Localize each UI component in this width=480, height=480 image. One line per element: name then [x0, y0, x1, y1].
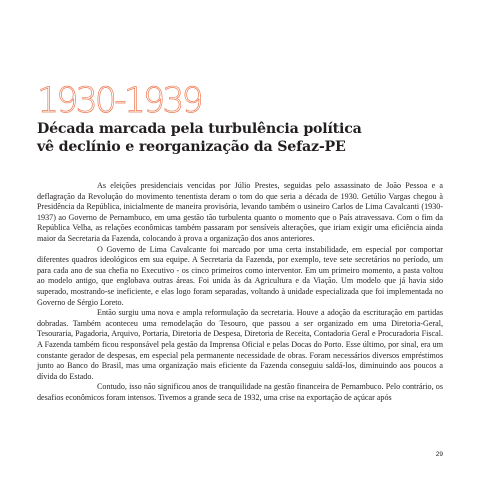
decade-heading: 1930-1939 — [37, 81, 201, 121]
paragraph-1: As eleições presidenciais vencidas por Júlio Prestes, seguidas pelo assassinato de João Pessoa e a deflagração da Revolução do movimento tenentista deram o tom do que seria a década de 1930. Getúlio Vargas chegou à Presidência da República, inicialmente de maneira provisória, levando também o usineiro Carlos de Lima Cavalcanti (1930-1937) ao Governo de Pernambuco, em uma gestão tão turbulenta quanto o momento que o País atravessava. Com o fim da República Velha, as relações econômicas também passaram por sensíveis alterações, que iriam exigir uma eficiência ainda maior da Secretaria da Fazenda, colocando à prova a organização dos anos anteriores. — [37, 181, 443, 243]
chapter-title-line-1: Década marcada pela turbulência política — [37, 121, 362, 137]
body-text — [37, 181, 443, 403]
chapter-title — [37, 120, 457, 156]
paragraph-4: Contudo, isso não significou anos de tranquilidade na gestão financeira de Pernambuco. Pelo contrário, os desafios econômicos foram intensos. Tivemos a grande seca de 1932, uma crise na exportação de açúcar após — [37, 382, 443, 402]
chapter-title-line-2: vê declínio e reorganização da Sefaz-PE — [37, 139, 346, 155]
paragraph-3: Então surgiu uma nova e ampla reformulação da secretaria. Houve a adoção da escrituração em partidas dobradas. Também aconteceu uma remodelação do Tesouro, que passou a ser organizado em uma Diretoria-Geral, Tesouraria, Pagadoria, Arquivo, Portaria, Diretoria de Despesa, Diretoria de Receita, Contadoria Geral e Procuradoria Fiscal. A Fazenda também ficou responsável pela gestão da Imprensa Oficial e pelas Docas do Porto. Esse último, por sinal, era um constante gerador de despesas, em especial pela permanente necessidade de obras. Foram necessários diversos empréstimos junto ao Banco do Brasil, mas uma organização mais eficiente da Fazenda conseguiu saldá-los, diminuindo aos poucos a dívida do Estado. — [37, 308, 443, 381]
paragraph-2: O Governo de Lima Cavalcante foi marcado por uma certa instabilidade, em especial por comportar diferentes quadros ideológicos em sua equipe. A Secretaria da Fazenda, por exemplo, teve sete secretários no período, um para cada ano de sua chefia no Executivo - os cinco primeiros como interventor. Em um primeiro momento, a pasta voltou ao modelo antigo, que englobava outras áreas. Foi unida às da Agricultura e da Viação. Um modelo que já havia sido superado, mostrando-se ineficiente, e elas logo foram separadas, voltando à unidade especializada que foi implementada no Governo de Sérgio Loreto. — [37, 244, 443, 307]
page-number: 29 — [435, 451, 443, 458]
